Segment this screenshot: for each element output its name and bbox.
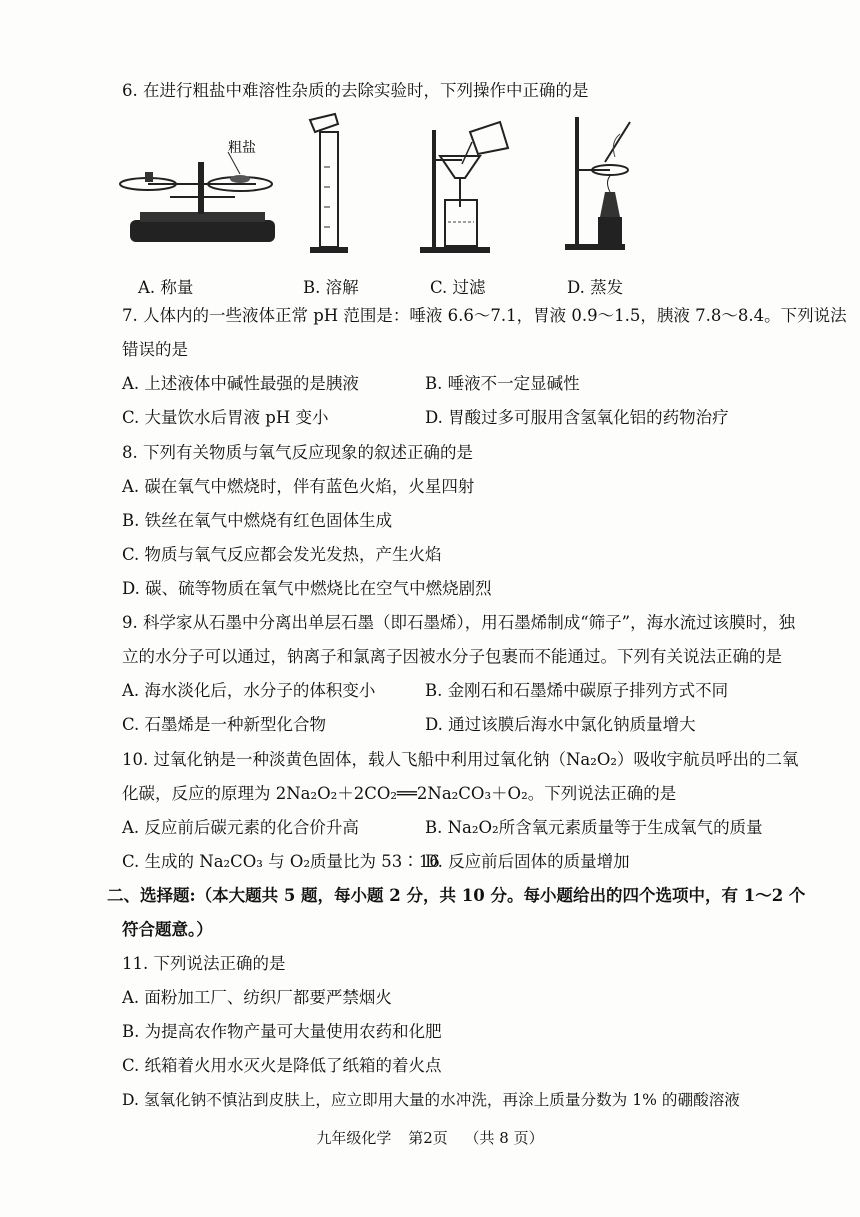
evaporation-illustration xyxy=(565,117,630,250)
q6-stem: 6. 在进行粗盐中难溶性杂质的去除实验时，下列操作中正确的是 xyxy=(122,81,589,100)
q8-option-c: C. 物质与氧气反应都会发光发热，产生火焰 xyxy=(122,545,442,564)
q9-option-a: A. 海水淡化后，水分子的体积变小 xyxy=(122,681,376,700)
q9-stem-line1: 9. 科学家从石墨中分离出单层石墨（即石墨烯），用石墨烯制成“筛子”，海水流过该膜时，独 xyxy=(122,613,796,632)
q10-option-a: A. 反应前后碳元素的化合价升高 xyxy=(122,818,359,837)
q8-stem: 8. 下列有关物质与氧气反应现象的叙述正确的是 xyxy=(122,443,473,462)
footer-subject: 九年级化学 xyxy=(316,1129,392,1147)
q6-caption-c: C. 过滤 xyxy=(430,278,486,297)
section2-heading-line1: 二、选择题:（本大题共 5 题，每小题 2 分，共 10 分。每小题给出的四个选项中，有 1～2 个 xyxy=(107,886,806,905)
q11-option-c: C. 纸箱着火用水灭火是降低了纸箱的着火点 xyxy=(122,1056,442,1075)
q7-option-a: A. 上述液体中碱性最强的是胰液 xyxy=(122,374,359,393)
q10-option-c: C. 生成的 Na₂CO₃ 与 O₂质量比为 53∶16 xyxy=(122,852,440,871)
graduated-cylinder-illustration xyxy=(310,114,348,253)
q10-option-b: B. Na₂O₂所含氧元素质量等于生成氧气的质量 xyxy=(425,818,763,837)
q11-option-b: B. 为提高农作物产量可大量使用农药和化肥 xyxy=(122,1022,442,1041)
q6-caption-a: A. 称量 xyxy=(138,278,194,297)
q7-option-b: B. 唾液不一定显碱性 xyxy=(425,374,580,393)
q11-stem: 11. 下列说法正确的是 xyxy=(122,954,286,973)
page-footer xyxy=(0,1127,860,1148)
balance-illustration xyxy=(120,152,275,242)
q7-option-c: C. 大量饮水后胃液 pH 变小 xyxy=(122,408,329,427)
q6-caption-d: D. 蒸发 xyxy=(567,278,624,297)
q8-option-b: B. 铁丝在氧气中燃烧有红色固体生成 xyxy=(122,511,393,530)
q9-option-b: B. 金刚石和石墨烯中碳原子排列方式不同 xyxy=(425,681,729,700)
q7-stem-line1: 7. 人体内的一些液体正常 pH 范围是：唾液 6.6～7.1，胃液 0.9～1.5，胰液 7.8～8.4。下列说法 xyxy=(122,306,847,325)
q10-option-d: D. 反应前后固体的质量增加 xyxy=(425,852,630,871)
filtration-illustration xyxy=(420,122,508,253)
q8-option-d: D. 碳、硫等物质在氧气中燃烧比在空气中燃烧剧烈 xyxy=(122,579,492,598)
footer-total: （共 8 页） xyxy=(464,1129,544,1147)
footer-page: 第2页 xyxy=(408,1129,448,1147)
q6-caption-b: B. 溶解 xyxy=(303,278,359,297)
q11-option-d: D. 氢氧化钠不慎沾到皮肤上，应立即用大量的水冲洗，再涂上质量分数为 1% 的硼酸溶液 xyxy=(122,1091,740,1109)
q9-option-d: D. 通过该膜后海水中氯化钠质量增大 xyxy=(425,715,696,734)
q10-stem-line2: 化碳，反应的原理为 2Na₂O₂＋2CO₂══2Na₂CO₃＋O₂。下列说法正确的是 xyxy=(122,784,677,803)
q11-option-a: A. 面粉加工厂、纺织厂都要严禁烟火 xyxy=(122,988,392,1007)
q6-apparatus-figure xyxy=(110,112,770,267)
q7-option-d: D. 胃酸过多可服用含氢氧化铝的药物治疗 xyxy=(425,408,729,427)
q9-stem-line2: 立的水分子可以通过，钠离子和氯离子因被水分子包裹而不能通过。下列有关说法正确的是 xyxy=(122,647,782,666)
q8-option-a: A. 碳在氧气中燃烧时，伴有蓝色火焰，火星四射 xyxy=(122,477,475,496)
balance-label: 粗盐 xyxy=(228,140,256,156)
q9-option-c: C. 石墨烯是一种新型化合物 xyxy=(122,715,327,734)
q7-stem-line2: 错误的是 xyxy=(122,340,188,359)
q10-stem-line1: 10. 过氧化钠是一种淡黄色固体，载人飞船中利用过氧化钠（Na₂O₂）吸收宇航员呼出的二氧 xyxy=(122,750,799,769)
section2-heading-line2: 符合题意。） xyxy=(122,920,213,939)
